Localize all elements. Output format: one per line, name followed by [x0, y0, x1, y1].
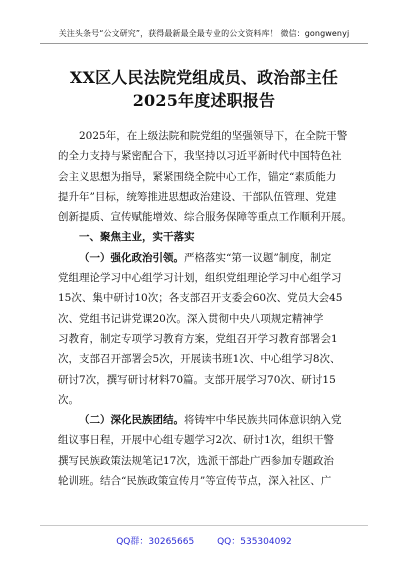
subsection-2-line: 轮训班。结合“民族政策宣传月”等宣传节点，深入社区、广 [58, 475, 332, 488]
intro-line: 会主义思想为指导，紧紧围绕全院中心工作，锚定“素质能力 [58, 170, 337, 183]
footer-qq-number: QQ：535304092 [217, 537, 292, 547]
subsection-2-line: 组议事日程，开展中心组专题学习2次、研讨1次，组织干警 [58, 434, 334, 447]
report-title-line-2: 2025年度述职报告 [132, 91, 276, 110]
intro-line: 提升年”目标，统筹推进思想政治建设、干部队伍管理、党建 [58, 190, 337, 203]
subsection-1-line: 党组理论学习中心组学习计划，组织党组理论学习中心组学习 [58, 272, 342, 285]
footer-qq-group: QQ群：30265665 [116, 537, 195, 547]
header-promo-note: 关注头条号“公文研究”，获得最新最全最专业的公文资料库！ 微信：gongwenyj [58, 29, 350, 38]
report-body [58, 126, 360, 491]
subsection-1-line: 15次、集中研讨10次；各支部召开支委会60次、党员大会45 [58, 292, 343, 305]
subsection-2-first-line [58, 410, 360, 430]
subsection-1-line: 研讨7次，撰写研讨材料70篇。支部开展学习70次、研讨15 [58, 373, 336, 386]
footer-divider [40, 525, 368, 526]
subsection-1-line: 次、党组书记讲党课20次。深入贯彻中央八项规定精神学 [58, 312, 324, 325]
subsection-2-first-rest: 将铸牢中华民族共同体意识纳入党 [184, 414, 342, 427]
subsection-1-line: 次，支部召开部署会5次，开展读书班1次、中心组学习8次、 [58, 353, 341, 366]
section-heading-1: 一、聚焦主业，实干落实 [79, 231, 195, 244]
subsection-1-line: 习教育，制定专项学习教育方案，党组召开学习教育部署会1 [58, 332, 338, 345]
header-divider [40, 43, 368, 44]
report-title-line-1: XX区人民法院党组成员、政治部主任 [69, 68, 339, 87]
intro-line: 2025年，在上级法院和院党组的坚强领导下，在全院干警 [79, 130, 348, 142]
footer-contact [0, 534, 408, 547]
intro-line: 创新提质、宣传赋能增效、综合服务保障等重点工作顺利开展。 [58, 211, 352, 224]
subsection-2-line: 撰写民族政策法规笔记17次，选派干部赴广西参加专题政治 [58, 454, 334, 467]
subsection-1-lead: （一）强化政治引领。 [79, 251, 184, 264]
subsection-1-first-rest: 严格落实“第一议题”制度，制定 [184, 251, 332, 264]
subsection-1-first-line [58, 248, 360, 268]
subsection-2-lead: （二）深化民族团结。 [79, 414, 184, 427]
intro-line: 的全力支持与紧密配合下，我坚持以习近平新时代中国特色社 [58, 150, 342, 163]
subsection-1-line: 次。 [58, 393, 79, 406]
